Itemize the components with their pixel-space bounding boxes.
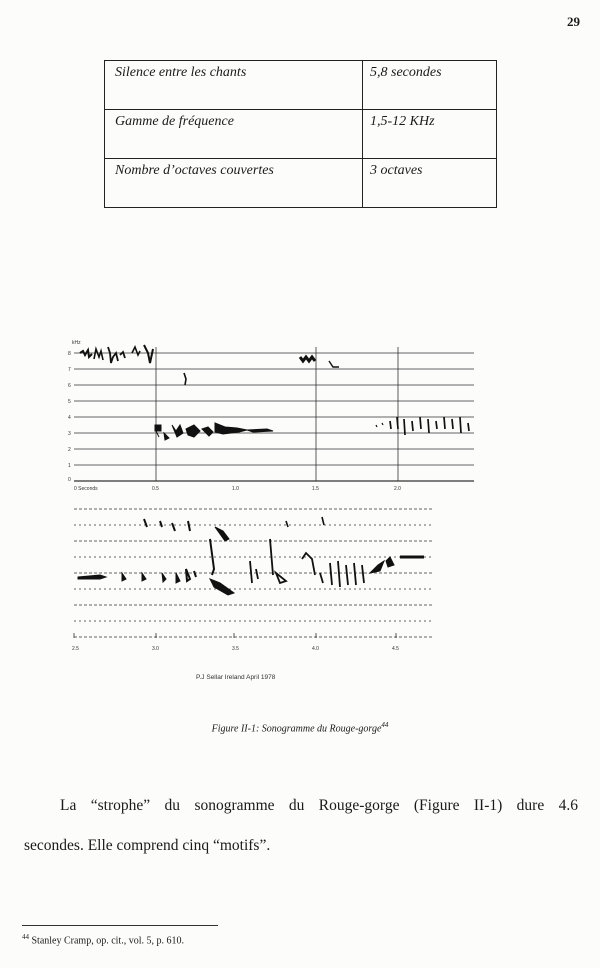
y-tick-label: 4 bbox=[68, 415, 71, 421]
figure-caption-text: Figure II-1: Sonogramme du Rouge-gorge bbox=[211, 723, 382, 735]
figure-caption bbox=[0, 721, 600, 734]
y-tick-label: 5 bbox=[68, 399, 71, 405]
footnote-text: Stanley Cramp, op. cit., vol. 5, p. 610. bbox=[29, 935, 184, 947]
y-tick-label: 2 bbox=[68, 447, 71, 453]
x-tick-labels-bottom bbox=[72, 646, 399, 652]
body-paragraph-line: secondes. Elle comprend cinq “motifs”. bbox=[24, 837, 271, 854]
body-paragraph-line: La “strophe” du sonogramme du Rouge-gorge (Figure II-1) dure 4.6 bbox=[60, 797, 578, 814]
x-tick-label: 3.0 bbox=[152, 646, 159, 652]
x-tick-label: 4.0 bbox=[312, 646, 319, 652]
y-tick-label: 6 bbox=[68, 383, 71, 389]
table-row bbox=[105, 110, 497, 159]
sonogram-svg bbox=[60, 333, 480, 693]
table-row bbox=[105, 61, 497, 110]
footnote-number: 44 bbox=[22, 933, 29, 941]
x-tick-label: 2.5 bbox=[72, 646, 79, 652]
sonogram-panel-top bbox=[68, 340, 474, 492]
y-tick-label: 7 bbox=[68, 367, 71, 373]
footnote bbox=[22, 933, 184, 946]
x-tick-label: 2.0 bbox=[394, 486, 401, 492]
sonogram-credit: P.J Sellar Ireland April 1978 bbox=[196, 674, 276, 681]
footnote-rule bbox=[22, 925, 218, 926]
y-tick-label: 3 bbox=[68, 431, 71, 437]
table-cell-label: Gamme de fréquence bbox=[105, 110, 363, 159]
table-cell-label: Nombre d’octaves couvertes bbox=[105, 159, 363, 208]
x-tick-labels-top bbox=[74, 486, 401, 492]
table-cell-value: 3 octaves bbox=[363, 159, 497, 208]
figure-caption-footnote-ref: 44 bbox=[381, 721, 389, 729]
body-paragraph bbox=[24, 786, 578, 866]
sonogram-figure bbox=[60, 333, 480, 693]
x-tick-label: 0.5 bbox=[152, 486, 159, 492]
gridlines-top bbox=[74, 353, 474, 481]
x-tick-label: 3.5 bbox=[232, 646, 239, 652]
table-row bbox=[105, 159, 497, 208]
summary-table bbox=[104, 60, 497, 208]
sonogram-traces-top bbox=[80, 345, 469, 440]
y-axis-unit: kHz bbox=[72, 340, 81, 346]
x-tick-label: 1.5 bbox=[312, 486, 319, 492]
x-tick-label: 0 Seconds bbox=[74, 486, 98, 492]
table-cell-value: 5,8 secondes bbox=[363, 61, 497, 110]
gridlines-bottom bbox=[74, 509, 432, 637]
table-cell-value: 1,5-12 KHz bbox=[363, 110, 497, 159]
y-tick-labels bbox=[68, 351, 71, 483]
y-tick-label: 0 bbox=[68, 477, 71, 483]
time-gridlines-top bbox=[156, 347, 398, 481]
table-cell-label: Silence entre les chants bbox=[105, 61, 363, 110]
x-tick-label: 1.0 bbox=[232, 486, 239, 492]
sonogram-traces-bottom bbox=[78, 517, 424, 595]
sonogram-panel-bottom bbox=[72, 509, 432, 652]
x-tick-label: 4.5 bbox=[392, 646, 399, 652]
page-number: 29 bbox=[567, 14, 580, 29]
y-tick-label: 1 bbox=[68, 463, 71, 469]
y-tick-label: 8 bbox=[68, 351, 71, 357]
